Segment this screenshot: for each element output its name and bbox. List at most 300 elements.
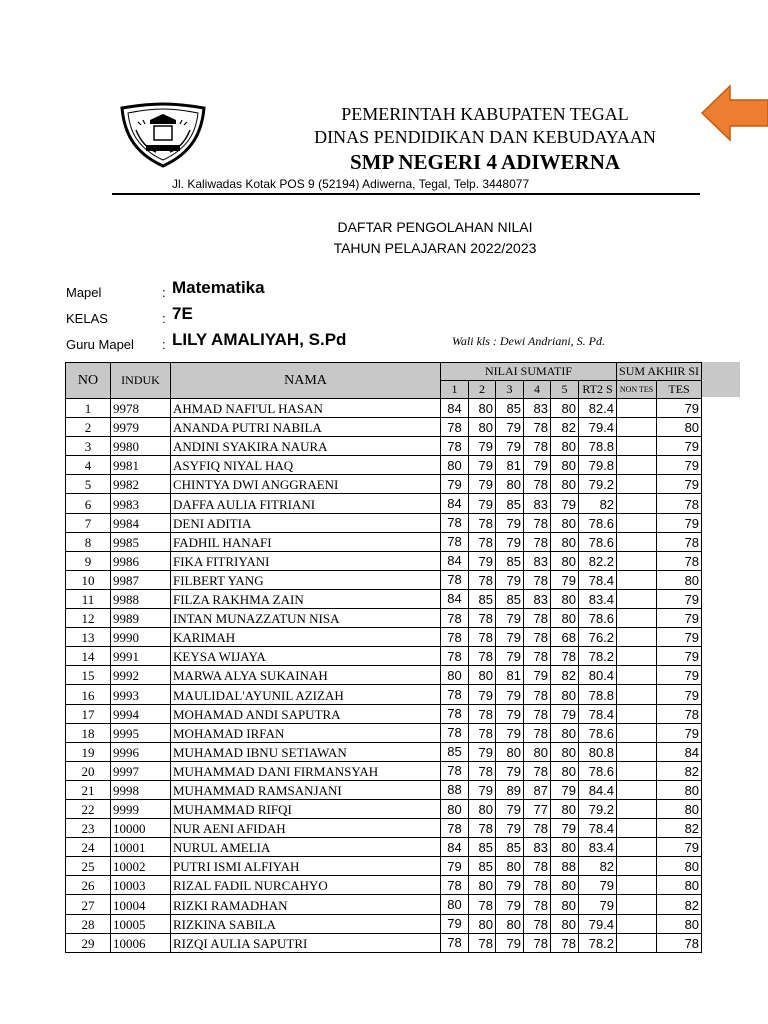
col-no: NO — [66, 363, 111, 399]
table-row — [66, 551, 702, 570]
cell-s1: 80 — [441, 799, 469, 818]
cell-tes: 80 — [657, 570, 702, 589]
kelas-label: KELAS — [66, 311, 108, 326]
cell-nama: KEYSA WIJAYA — [171, 647, 441, 666]
cell-s3: 80 — [496, 742, 524, 761]
cell-non-tes — [617, 494, 657, 513]
cell-s5: 79 — [551, 819, 579, 838]
cell-s2: 78 — [469, 819, 496, 838]
mapel-label: Mapel — [66, 285, 102, 300]
cell-s5: 80 — [551, 513, 579, 532]
cell-s5: 79 — [551, 494, 579, 513]
cell-no: 10 — [66, 570, 111, 589]
cell-rt2: 79.2 — [579, 475, 617, 494]
cell-induk: 9978 — [111, 399, 171, 418]
cell-s5: 80 — [551, 761, 579, 780]
cell-s5: 80 — [551, 876, 579, 895]
cell-tes: 80 — [657, 914, 702, 933]
cell-s1: 84 — [441, 551, 469, 570]
cell-no: 7 — [66, 513, 111, 532]
cell-s1: 88 — [441, 780, 469, 799]
cell-no: 15 — [66, 666, 111, 685]
regency-emblem-logo — [116, 100, 210, 170]
col-s2: 2 — [469, 381, 496, 399]
table-row — [66, 437, 702, 456]
cell-rt2: 79.4 — [579, 418, 617, 437]
cell-s3: 79 — [496, 933, 524, 952]
cell-s4: 83 — [524, 551, 551, 570]
cell-s3: 85 — [496, 551, 524, 570]
cell-s5: 80 — [551, 589, 579, 608]
cell-s1: 78 — [441, 819, 469, 838]
cell-induk: 9979 — [111, 418, 171, 437]
cell-non-tes — [617, 819, 657, 838]
doc-title: DAFTAR PENGOLAHAN NILAI — [337, 219, 533, 235]
table-row — [66, 780, 702, 799]
cell-induk: 9984 — [111, 513, 171, 532]
cell-rt2: 79.2 — [579, 799, 617, 818]
cell-s3: 79 — [496, 799, 524, 818]
cell-s1: 78 — [441, 723, 469, 742]
cell-tes: 79 — [657, 685, 702, 704]
cell-s5: 80 — [551, 895, 579, 914]
cell-tes: 80 — [657, 780, 702, 799]
cell-rt2: 78.8 — [579, 437, 617, 456]
cell-no: 22 — [66, 799, 111, 818]
cell-rt2: 82 — [579, 494, 617, 513]
cell-non-tes — [617, 589, 657, 608]
cell-non-tes — [617, 628, 657, 647]
cell-s1: 84 — [441, 399, 469, 418]
cell-nama: RIZKINA SABILA — [171, 914, 441, 933]
cell-non-tes — [617, 666, 657, 685]
table-row — [66, 704, 702, 723]
cell-no: 2 — [66, 418, 111, 437]
cell-non-tes — [617, 456, 657, 475]
cell-non-tes — [617, 799, 657, 818]
cell-s2: 79 — [469, 437, 496, 456]
cell-induk: 9991 — [111, 647, 171, 666]
cell-non-tes — [617, 742, 657, 761]
cell-s2: 78 — [469, 895, 496, 914]
cell-induk: 9986 — [111, 551, 171, 570]
table-row — [66, 628, 702, 647]
cell-s3: 89 — [496, 780, 524, 799]
cell-s4: 77 — [524, 799, 551, 818]
table-row — [66, 513, 702, 532]
cell-s2: 78 — [469, 761, 496, 780]
cell-s4: 83 — [524, 589, 551, 608]
cell-no: 26 — [66, 876, 111, 895]
table-row — [66, 914, 702, 933]
table-row — [66, 723, 702, 742]
cell-non-tes — [617, 723, 657, 742]
cell-s1: 79 — [441, 857, 469, 876]
cell-s5: 78 — [551, 933, 579, 952]
cell-s5: 80 — [551, 742, 579, 761]
cell-s5: 80 — [551, 838, 579, 857]
cell-nama: NURUL AMELIA — [171, 838, 441, 857]
cell-rt2: 79.4 — [579, 914, 617, 933]
cell-nama: MUHAMMAD RAMSANJANI — [171, 780, 441, 799]
cell-nama: FILZA RAKHMA ZAIN — [171, 589, 441, 608]
cell-nama: FILBERT YANG — [171, 570, 441, 589]
col-rt2: RT2 S — [579, 381, 617, 399]
cell-s2: 79 — [469, 742, 496, 761]
cell-s4: 78 — [524, 609, 551, 628]
cell-s3: 79 — [496, 418, 524, 437]
cell-induk: 9980 — [111, 437, 171, 456]
cell-s3: 85 — [496, 399, 524, 418]
cell-no: 24 — [66, 838, 111, 857]
col-sum-akhir: SUM AKHIR SI — [617, 363, 702, 381]
cell-s3: 79 — [496, 895, 524, 914]
cell-nama: MAULIDAL'AYUNIL AZIZAH — [171, 685, 441, 704]
cell-induk: 10004 — [111, 895, 171, 914]
cell-rt2: 79 — [579, 876, 617, 895]
mapel-value: Matematika — [172, 278, 265, 297]
cell-tes: 79 — [657, 723, 702, 742]
table-row — [66, 742, 702, 761]
cell-rt2: 78.2 — [579, 647, 617, 666]
cell-s2: 79 — [469, 456, 496, 475]
cell-rt2: 79.8 — [579, 456, 617, 475]
cell-non-tes — [617, 570, 657, 589]
cell-tes: 79 — [657, 838, 702, 857]
back-arrow-icon[interactable] — [700, 82, 768, 144]
cell-s5: 80 — [551, 914, 579, 933]
cell-s1: 84 — [441, 589, 469, 608]
cell-s5: 80 — [551, 399, 579, 418]
cell-no: 29 — [66, 933, 111, 952]
table-row — [66, 838, 702, 857]
cell-non-tes — [617, 475, 657, 494]
cell-s2: 79 — [469, 551, 496, 570]
table-row — [66, 876, 702, 895]
cell-s3: 79 — [496, 437, 524, 456]
cell-rt2: 78.6 — [579, 532, 617, 551]
cell-induk: 9989 — [111, 609, 171, 628]
cell-s1: 78 — [441, 513, 469, 532]
cell-induk: 9997 — [111, 761, 171, 780]
cell-nama: NUR AENI AFIDAH — [171, 819, 441, 838]
cell-induk: 10005 — [111, 914, 171, 933]
cell-no: 6 — [66, 494, 111, 513]
cell-no: 11 — [66, 589, 111, 608]
cell-s4: 83 — [524, 399, 551, 418]
cell-non-tes — [617, 418, 657, 437]
cell-s3: 80 — [496, 857, 524, 876]
cell-non-tes — [617, 704, 657, 723]
cell-no: 19 — [66, 742, 111, 761]
cell-s2: 78 — [469, 513, 496, 532]
cell-no: 13 — [66, 628, 111, 647]
col-tes: TES — [657, 381, 702, 399]
cell-non-tes — [617, 437, 657, 456]
cell-no: 8 — [66, 532, 111, 551]
cell-non-tes — [617, 761, 657, 780]
cell-tes: 82 — [657, 761, 702, 780]
cell-rt2: 84.4 — [579, 780, 617, 799]
table-row — [66, 609, 702, 628]
cell-induk: 9996 — [111, 742, 171, 761]
cell-s3: 79 — [496, 685, 524, 704]
cell-tes: 80 — [657, 876, 702, 895]
cell-s1: 78 — [441, 647, 469, 666]
cell-s5: 79 — [551, 704, 579, 723]
cell-tes: 79 — [657, 399, 702, 418]
cell-tes: 78 — [657, 494, 702, 513]
cell-tes: 80 — [657, 799, 702, 818]
cell-nama: MUHAMMAD DANI FIRMANSYAH — [171, 761, 441, 780]
cell-tes: 82 — [657, 819, 702, 838]
cell-s5: 80 — [551, 799, 579, 818]
cell-s2: 85 — [469, 857, 496, 876]
cell-nama: AHMAD NAFI'UL HASAN — [171, 399, 441, 418]
school-name: SMP NEGERI 4 ADIWERNA — [349, 150, 621, 174]
cell-tes: 82 — [657, 895, 702, 914]
cell-tes: 80 — [657, 418, 702, 437]
cell-s3: 80 — [496, 914, 524, 933]
cell-nama: DAFFA AULIA FITRIANI — [171, 494, 441, 513]
table-row — [66, 399, 702, 418]
cell-s2: 79 — [469, 475, 496, 494]
cell-s1: 84 — [441, 494, 469, 513]
cell-nama: MOHAMAD ANDI SAPUTRA — [171, 704, 441, 723]
cell-s4: 78 — [524, 933, 551, 952]
cell-s2: 85 — [469, 589, 496, 608]
cell-rt2: 83.4 — [579, 838, 617, 857]
cell-s3: 81 — [496, 456, 524, 475]
cell-induk: 9995 — [111, 723, 171, 742]
cell-rt2: 76.2 — [579, 628, 617, 647]
cell-s5: 80 — [551, 532, 579, 551]
cell-s3: 79 — [496, 819, 524, 838]
cell-tes: 79 — [657, 628, 702, 647]
cell-rt2: 78.4 — [579, 570, 617, 589]
cell-s2: 78 — [469, 609, 496, 628]
cell-s3: 79 — [496, 761, 524, 780]
cell-s2: 78 — [469, 647, 496, 666]
cell-s3: 79 — [496, 609, 524, 628]
cell-no: 21 — [66, 780, 111, 799]
cell-s1: 78 — [441, 570, 469, 589]
cell-no: 17 — [66, 704, 111, 723]
cell-s4: 78 — [524, 418, 551, 437]
guru-label: Guru Mapel — [66, 337, 134, 352]
cell-s4: 78 — [524, 475, 551, 494]
cell-tes: 78 — [657, 704, 702, 723]
cell-rt2: 80.8 — [579, 742, 617, 761]
cell-s4: 78 — [524, 704, 551, 723]
cell-induk: 10006 — [111, 933, 171, 952]
cell-induk: 10000 — [111, 819, 171, 838]
cell-s5: 80 — [551, 456, 579, 475]
cell-nama: PUTRI ISMI ALFIYAH — [171, 857, 441, 876]
cell-tes: 80 — [657, 857, 702, 876]
cell-no: 3 — [66, 437, 111, 456]
cell-tes: 79 — [657, 647, 702, 666]
cell-nama: RIZKI RAMADHAN — [171, 895, 441, 914]
cell-rt2: 78.6 — [579, 761, 617, 780]
col-s3: 3 — [496, 381, 524, 399]
cell-tes: 78 — [657, 532, 702, 551]
cell-s3: 79 — [496, 570, 524, 589]
cell-s4: 79 — [524, 666, 551, 685]
cell-s1: 78 — [441, 532, 469, 551]
col-induk: INDUK — [111, 363, 171, 399]
cell-nama: INTAN MUNAZZATUN NISA — [171, 609, 441, 628]
cell-s1: 78 — [441, 437, 469, 456]
cell-s3: 80 — [496, 475, 524, 494]
cell-s1: 80 — [441, 456, 469, 475]
cell-nama: FIKA FITRIYANI — [171, 551, 441, 570]
table-row — [66, 589, 702, 608]
cell-no: 4 — [66, 456, 111, 475]
cell-induk: 9998 — [111, 780, 171, 799]
cell-tes: 79 — [657, 609, 702, 628]
cell-s1: 85 — [441, 742, 469, 761]
school-address: Jl. Kaliwadas Kotak POS 9 (52194) Adiwerna, Tegal, Telp. 3448077 — [172, 177, 530, 191]
cell-s5: 80 — [551, 475, 579, 494]
cell-no: 28 — [66, 914, 111, 933]
cell-tes: 78 — [657, 933, 702, 952]
col-non-tes: NON TES — [617, 381, 657, 399]
cell-nama: MUHAMMAD RIFQI — [171, 799, 441, 818]
cell-induk: 9990 — [111, 628, 171, 647]
cell-s4: 83 — [524, 494, 551, 513]
cell-nama: MUHAMAD IBNU SETIAWAN — [171, 742, 441, 761]
cell-s4: 79 — [524, 456, 551, 475]
cell-s5: 78 — [551, 647, 579, 666]
cell-no: 20 — [66, 761, 111, 780]
cell-nama: ANANDA PUTRI NABILA — [171, 418, 441, 437]
cell-non-tes — [617, 914, 657, 933]
cell-s3: 79 — [496, 723, 524, 742]
cell-s1: 80 — [441, 666, 469, 685]
cell-s4: 78 — [524, 723, 551, 742]
table-row — [66, 666, 702, 685]
cell-s5: 68 — [551, 628, 579, 647]
cell-s1: 84 — [441, 838, 469, 857]
cell-s4: 80 — [524, 742, 551, 761]
arrow-shape[interactable] — [702, 86, 768, 140]
cell-no: 9 — [66, 551, 111, 570]
cell-s4: 87 — [524, 780, 551, 799]
col-nama: NAMA — [171, 363, 441, 399]
cell-tes: 79 — [657, 437, 702, 456]
cell-s5: 80 — [551, 609, 579, 628]
cell-nama: ANDINI SYAKIRA NAURA — [171, 437, 441, 456]
cell-s4: 78 — [524, 914, 551, 933]
cell-s2: 78 — [469, 704, 496, 723]
cell-induk: 10003 — [111, 876, 171, 895]
col-nilai-sumatif: NILAI SUMATIF — [441, 363, 617, 381]
cell-s1: 78 — [441, 418, 469, 437]
cell-nama: RIZQI AULIA SAPUTRI — [171, 933, 441, 952]
cell-non-tes — [617, 895, 657, 914]
cell-s2: 79 — [469, 685, 496, 704]
table-row — [66, 532, 702, 551]
cell-non-tes — [617, 647, 657, 666]
cell-s4: 78 — [524, 857, 551, 876]
department-line: DINAS PENDIDIKAN DAN KEBUDAYAAN — [314, 127, 656, 147]
cell-s5: 80 — [551, 437, 579, 456]
table-row — [66, 819, 702, 838]
cell-s1: 78 — [441, 609, 469, 628]
cell-s3: 85 — [496, 589, 524, 608]
cell-s4: 78 — [524, 819, 551, 838]
cell-rt2: 78.4 — [579, 704, 617, 723]
cell-no: 16 — [66, 685, 111, 704]
cell-s3: 85 — [496, 838, 524, 857]
cell-rt2: 82 — [579, 857, 617, 876]
cell-rt2: 78.6 — [579, 723, 617, 742]
cell-s4: 78 — [524, 685, 551, 704]
cell-s3: 85 — [496, 494, 524, 513]
cell-s2: 78 — [469, 532, 496, 551]
kelas-colon: : — [162, 311, 166, 326]
cell-non-tes — [617, 532, 657, 551]
cell-tes: 79 — [657, 456, 702, 475]
cell-s2: 80 — [469, 666, 496, 685]
cell-induk: 10002 — [111, 857, 171, 876]
cell-rt2: 82.2 — [579, 551, 617, 570]
cell-tes: 79 — [657, 589, 702, 608]
cell-s1: 79 — [441, 475, 469, 494]
cell-s4: 78 — [524, 628, 551, 647]
col-s4: 4 — [524, 381, 551, 399]
cell-induk: 9994 — [111, 704, 171, 723]
cell-s3: 79 — [496, 513, 524, 532]
grade-table-body — [66, 399, 702, 953]
cell-no: 23 — [66, 819, 111, 838]
cell-s4: 78 — [524, 532, 551, 551]
cell-s1: 78 — [441, 704, 469, 723]
cell-no: 27 — [66, 895, 111, 914]
table-row — [66, 799, 702, 818]
grade-table — [65, 362, 702, 953]
cell-s4: 78 — [524, 895, 551, 914]
cell-non-tes — [617, 876, 657, 895]
cell-rt2: 78.6 — [579, 513, 617, 532]
cell-s1: 79 — [441, 914, 469, 933]
cell-s2: 80 — [469, 399, 496, 418]
cell-s3: 79 — [496, 647, 524, 666]
cell-nama: FADHIL HANAFI — [171, 532, 441, 551]
guru-value: LILY AMALIYAH, S.Pd — [172, 330, 347, 349]
table-row — [66, 647, 702, 666]
header-fill-overflow — [700, 362, 740, 397]
header-divider — [112, 193, 700, 195]
cell-s2: 79 — [469, 780, 496, 799]
doc-year: TAHUN PELAJARAN 2022/2023 — [333, 240, 537, 256]
cell-nama: ASYFIQ NIYAL HAQ — [171, 456, 441, 475]
cell-s2: 80 — [469, 914, 496, 933]
cell-non-tes — [617, 685, 657, 704]
cell-s3: 79 — [496, 704, 524, 723]
cell-no: 14 — [66, 647, 111, 666]
cell-non-tes — [617, 399, 657, 418]
cell-s5: 82 — [551, 418, 579, 437]
cell-s2: 78 — [469, 723, 496, 742]
cell-s4: 83 — [524, 838, 551, 857]
mapel-colon: : — [162, 285, 166, 300]
cell-s2: 80 — [469, 876, 496, 895]
cell-tes: 84 — [657, 742, 702, 761]
cell-s1: 78 — [441, 761, 469, 780]
cell-tes: 79 — [657, 666, 702, 685]
